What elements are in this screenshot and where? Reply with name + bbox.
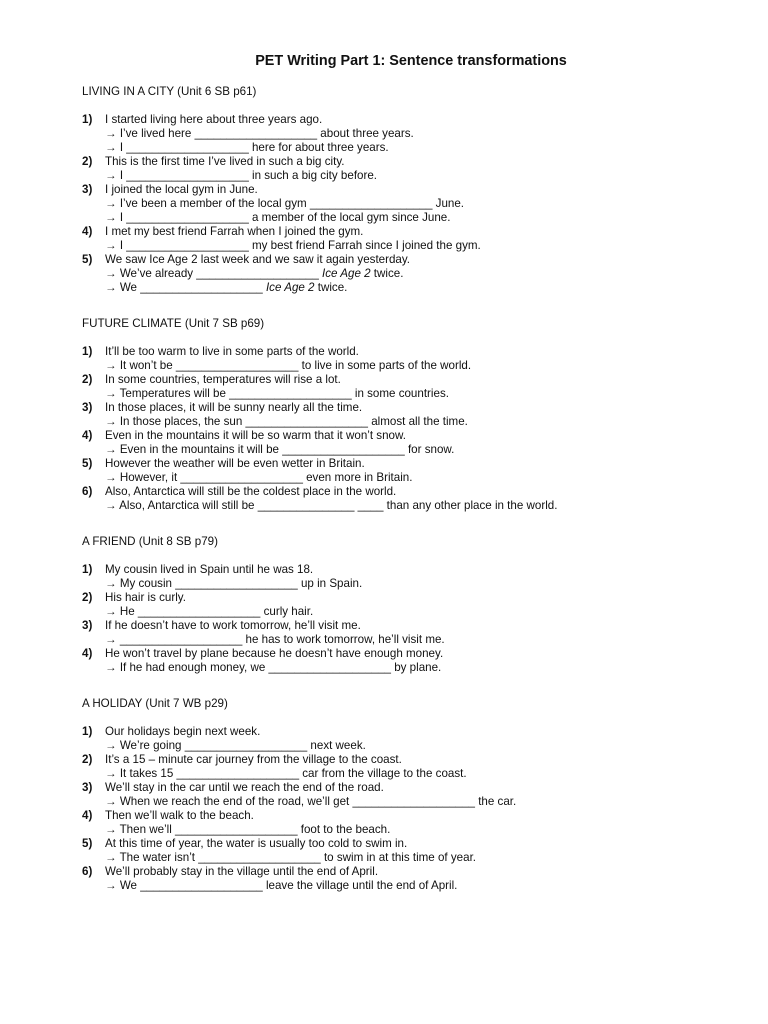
text-segment: Also, Antarctica will still be the coldest place in the world. <box>105 485 397 498</box>
item-number: 5) <box>82 457 93 470</box>
text-segment: → In those places, the sun ___________________ almost all the time. <box>105 415 468 428</box>
original-sentence <box>105 457 728 471</box>
page-title: PET Writing Part 1: Sentence transformations <box>255 53 567 69</box>
original-sentence <box>105 155 728 169</box>
exercise-item <box>82 225 728 253</box>
text-segment: → It takes 15 ___________________ car from the village to the coast. <box>105 767 467 780</box>
exercise-item <box>82 155 728 183</box>
item-number: 4) <box>82 647 93 660</box>
original-sentence <box>105 253 728 267</box>
text-segment: We’ll probably stay in the village until the end of April. <box>105 865 379 878</box>
section <box>82 317 728 513</box>
original-sentence <box>105 591 728 605</box>
text-segment: → The water isn’t ___________________ to swim in at this time of year. <box>105 851 477 864</box>
item-number: 4) <box>82 429 93 442</box>
original-sentence <box>105 837 728 851</box>
text-segment: In those places, it will be sunny nearly all the time. <box>105 401 363 414</box>
transformation-line <box>105 879 728 893</box>
item-number: 3) <box>82 619 93 632</box>
transformation-line <box>105 443 728 457</box>
item-number: 3) <box>82 183 93 196</box>
item-lines <box>105 781 728 809</box>
section-heading: A FRIEND (Unit 8 SB p79) <box>82 535 218 548</box>
text-segment: → He ___________________ curly hair. <box>105 605 314 618</box>
transformation-line <box>105 499 728 513</box>
text-segment: Then we’ll walk to the beach. <box>105 809 254 822</box>
transformation-line <box>105 127 728 141</box>
text-segment: → However, it ___________________ even more in Britain. <box>105 471 413 484</box>
text-segment: → We’re going ___________________ next week. <box>105 739 366 752</box>
original-sentence <box>105 429 728 443</box>
exercise-item <box>82 401 728 429</box>
item-number: 6) <box>82 865 93 878</box>
text-segment: It’s a 15 – minute car journey from the village to the coast. <box>105 753 402 766</box>
item-lines <box>105 619 728 647</box>
text-segment: → We ___________________ leave the village until the end of April. <box>105 879 458 892</box>
original-sentence <box>105 113 728 127</box>
item-lines <box>105 753 728 781</box>
transformation-line <box>105 633 728 647</box>
exercise-item <box>82 373 728 401</box>
original-sentence <box>105 619 728 633</box>
original-sentence <box>105 563 728 577</box>
original-sentence <box>105 485 728 499</box>
exercise-item <box>82 865 728 893</box>
transformation-line <box>105 739 728 753</box>
transformation-line <box>105 661 728 675</box>
exercise-item <box>82 619 728 647</box>
text-segment: We’ll stay in the car until we reach the end of the road. <box>105 781 384 794</box>
transformation-line <box>105 471 728 485</box>
item-number: 1) <box>82 563 93 576</box>
transformation-line <box>105 211 728 225</box>
text-segment: I joined the local gym in June. <box>105 183 258 196</box>
text-segment: → I ___________________ a member of the local gym since June. <box>105 211 451 224</box>
item-lines <box>105 809 728 837</box>
exercise-item <box>82 485 728 513</box>
text-segment: → Temperatures will be ___________________ in some countries. <box>105 387 449 400</box>
transformation-line <box>105 141 728 155</box>
exercise-item <box>82 647 728 675</box>
transformation-line <box>105 795 728 809</box>
transformation-line <box>105 851 728 865</box>
transformation-line <box>105 577 728 591</box>
italic-title: Ice Age 2 <box>265 281 315 294</box>
section-heading: A HOLIDAY (Unit 7 WB p29) <box>82 697 228 710</box>
text-segment: → I ___________________ here for about three years. <box>105 141 389 154</box>
item-number: 5) <box>82 253 93 266</box>
item-lines <box>105 373 728 401</box>
section <box>82 85 728 295</box>
exercise-item <box>82 753 728 781</box>
text-segment: twice. <box>370 267 404 280</box>
exercise-item <box>82 457 728 485</box>
exercise-item <box>82 781 728 809</box>
original-sentence <box>105 647 728 661</box>
transformation-line <box>105 415 728 429</box>
text-segment: I met my best friend Farrah when I joined the gym. <box>105 225 364 238</box>
item-lines <box>105 725 728 753</box>
transformation-line <box>105 605 728 619</box>
section-heading: LIVING IN A CITY (Unit 6 SB p61) <box>82 85 257 98</box>
item-lines <box>105 591 728 619</box>
transformation-line <box>105 267 728 281</box>
item-number: 2) <box>82 155 93 168</box>
item-lines <box>105 345 728 373</box>
item-number: 4) <box>82 809 93 822</box>
item-number: 1) <box>82 725 93 738</box>
item-lines <box>105 401 728 429</box>
text-segment: → Even in the mountains it will be ___________________ for snow. <box>105 443 455 456</box>
item-number: 2) <box>82 591 93 604</box>
transformation-line <box>105 823 728 837</box>
exercise-item <box>82 253 728 295</box>
text-segment: If he doesn’t have to work tomorrow, he’ll visit me. <box>105 619 361 632</box>
exercise-item <box>82 429 728 457</box>
text-segment: My cousin lived in Spain until he was 18. <box>105 563 314 576</box>
sections-container <box>82 85 728 893</box>
original-sentence <box>105 183 728 197</box>
exercise-item <box>82 113 728 155</box>
section-heading: FUTURE CLIMATE (Unit 7 SB p69) <box>82 317 265 330</box>
item-number: 2) <box>82 373 93 386</box>
item-number: 6) <box>82 485 93 498</box>
transformation-line <box>105 767 728 781</box>
text-segment: → If he had enough money, we ___________________ by plane. <box>105 661 442 674</box>
original-sentence <box>105 809 728 823</box>
transformation-line <box>105 281 728 295</box>
transformation-line <box>105 197 728 211</box>
original-sentence <box>105 781 728 795</box>
original-sentence <box>105 401 728 415</box>
item-lines <box>105 113 728 155</box>
original-sentence <box>105 373 728 387</box>
item-number: 3) <box>82 401 93 414</box>
text-segment: Even in the mountains it will be so warm that it won’t snow. <box>105 429 406 442</box>
text-segment: It’ll be too warm to live in some parts of the world. <box>105 345 359 358</box>
original-sentence <box>105 865 728 879</box>
section <box>82 535 728 675</box>
transformation-line <box>105 239 728 253</box>
item-lines <box>105 429 728 457</box>
italic-title: Ice Age 2 <box>322 267 371 280</box>
section <box>82 697 728 893</box>
exercise-item <box>82 345 728 373</box>
text-segment: In some countries, temperatures will rise a lot. <box>105 373 341 386</box>
item-number: 4) <box>82 225 93 238</box>
original-sentence <box>105 725 728 739</box>
item-lines <box>105 155 728 183</box>
item-lines <box>105 837 728 865</box>
item-lines <box>105 225 728 253</box>
text-segment: → Then we’ll ___________________ foot to the beach. <box>105 823 391 836</box>
item-lines <box>105 647 728 675</box>
text-segment: → It won’t be ___________________ to live in some parts of the world. <box>105 359 472 372</box>
exercise-item <box>82 183 728 225</box>
item-number: 5) <box>82 837 93 850</box>
original-sentence <box>105 225 728 239</box>
text-segment: → ___________________ he has to work tomorrow, he’ll visit me. <box>105 633 445 646</box>
text-segment: His hair is curly. <box>105 591 186 604</box>
exercise-item <box>82 591 728 619</box>
item-lines <box>105 865 728 893</box>
item-number: 3) <box>82 781 93 794</box>
item-lines <box>105 485 728 513</box>
exercise-item <box>82 725 728 753</box>
text-segment: Our holidays begin next week. <box>105 725 261 738</box>
item-number: 1) <box>82 113 93 126</box>
text-segment: → We ___________________ <box>105 281 266 294</box>
text-segment: → I ___________________ in such a big city before. <box>105 169 378 182</box>
text-segment: → We’ve already ___________________ <box>105 267 323 280</box>
text-segment: twice. <box>314 281 348 294</box>
text-segment: → Also, Antarctica will still be _______________ ____ than any other place in the world. <box>105 499 558 512</box>
text-segment: → I’ve been a member of the local gym ___________________ June. <box>105 197 465 210</box>
text-segment: → My cousin ___________________ up in Spain. <box>105 577 363 590</box>
item-lines <box>105 253 728 295</box>
text-segment: He won’t travel by plane because he doesn’t have enough money. <box>105 647 444 660</box>
original-sentence <box>105 753 728 767</box>
text-segment: This is the first time I’ve lived in such a big city. <box>105 155 345 168</box>
transformation-line <box>105 169 728 183</box>
text-segment: → I’ve lived here ___________________ about three years. <box>105 127 414 140</box>
text-segment: → When we reach the end of the road, we’ll get ___________________ the car. <box>105 795 517 808</box>
text-segment: → I ___________________ my best friend Farrah since I joined the gym. <box>105 239 481 252</box>
item-number: 1) <box>82 345 93 358</box>
text-segment: At this time of year, the water is usually too cold to swim in. <box>105 837 408 850</box>
text-segment: I started living here about three years ago. <box>105 113 323 126</box>
exercise-item <box>82 809 728 837</box>
item-lines <box>105 183 728 225</box>
item-lines <box>105 563 728 591</box>
transformation-line <box>105 359 728 373</box>
text-segment: However the weather will be even wetter in Britain. <box>105 457 365 470</box>
original-sentence <box>105 345 728 359</box>
item-lines <box>105 457 728 485</box>
exercise-item <box>82 563 728 591</box>
text-segment: We saw Ice Age 2 last week and we saw it again yesterday. <box>105 253 411 266</box>
exercise-item <box>82 837 728 865</box>
transformation-line <box>105 387 728 401</box>
item-number: 2) <box>82 753 93 766</box>
